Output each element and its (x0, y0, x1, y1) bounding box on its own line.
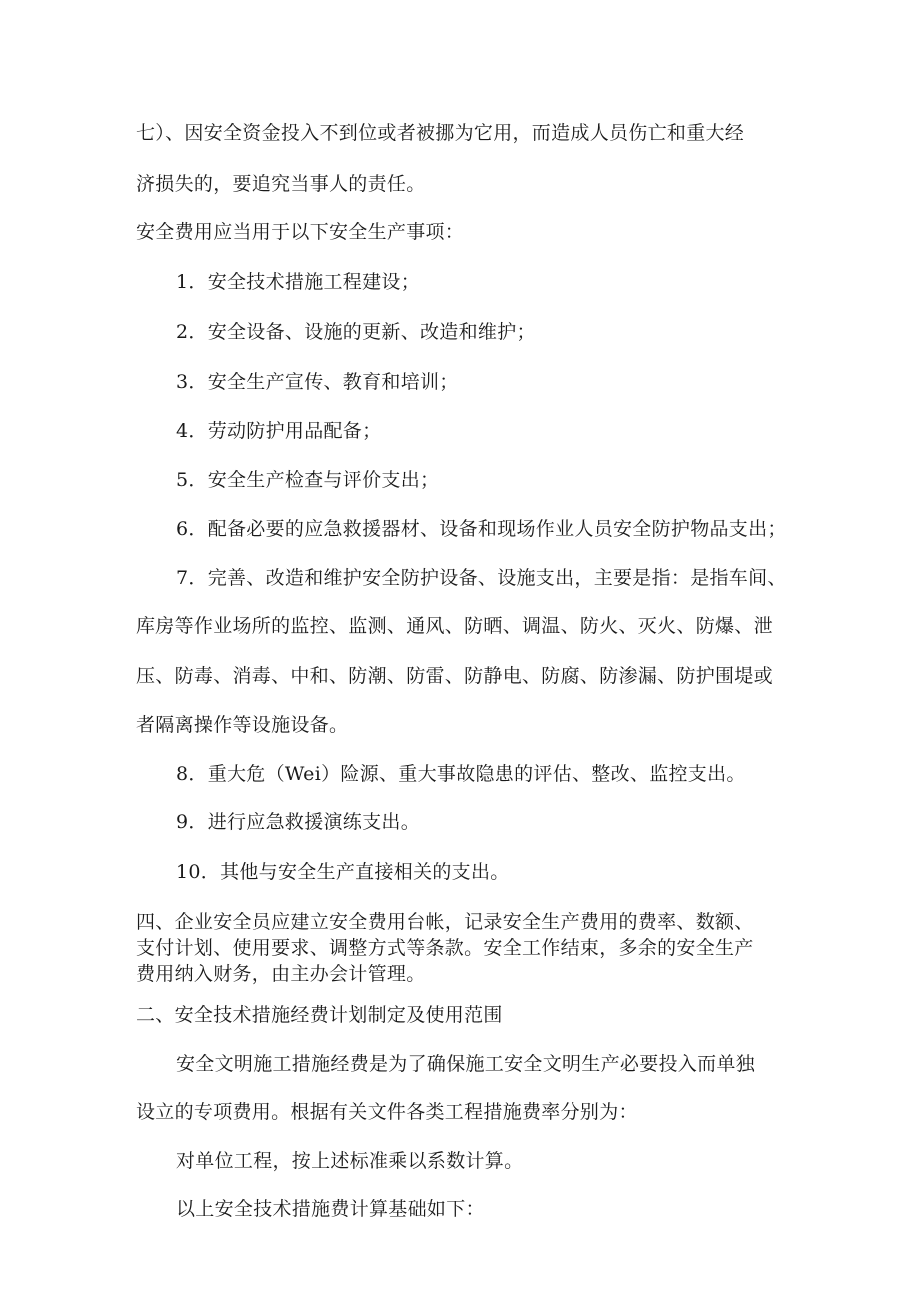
list-item: 10．其他与安全生产直接相关的支出。 (176, 861, 510, 883)
paragraph-line: 压、防毒、消毒、中和、防潮、防雷、防静电、防腐、防渗漏、防护围堤或 (136, 665, 773, 687)
list-item: 6．配备必要的应急救援器材、设备和现场作业人员安全防护物品支出； (176, 518, 787, 540)
section-line: 安全费用应当用于以下安全生产事项： (136, 221, 465, 243)
list-item: 7．完善、改造和维护安全防护设备、设施支出，主要是指：是指车间、 (176, 567, 787, 589)
paragraph-line: 费用纳入财务，由主办会计管理。 (136, 963, 426, 985)
list-item: 9．进行应急救援演练支出。 (176, 811, 420, 833)
list-item: 3．安全生产宣传、教育和培训； (176, 371, 459, 393)
paragraph-line: 七）、因安全资金投入不到位或者被挪为它用，而造成人员伤亡和重大经 (136, 122, 745, 144)
paragraph-line: 以上安全技术措施费计算基础如下： (176, 1198, 485, 1220)
paragraph-line: 者隔离操作等设施设备。 (136, 714, 349, 736)
paragraph-line: 济损失的，要追究当事人的责任。 (136, 173, 426, 195)
section-heading: 二、安全技术措施经费计划制定及使用范围 (136, 1004, 503, 1026)
list-item: 8．重大危（Wei）险源、重大事故隐患的评估、整改、监控支出。 (176, 763, 746, 785)
paragraph-line: 对单位工程，按上述标准乘以系数计算。 (176, 1150, 524, 1172)
paragraph-line: 四、企业安全员应建立安全费用台帐，记录安全生产费用的费率、数额、 (136, 911, 754, 933)
paragraph-line: 支付计划、使用要求、调整方式等条款。安全工作结束，多余的安全生产 (136, 937, 754, 959)
paragraph-line: 安全文明施工措施经费是为了确保施工安全文明生产必要投入而单独 (176, 1053, 756, 1075)
list-item: 4．劳动防护用品配备； (176, 420, 382, 442)
list-item: 5．安全生产检查与评价支出； (176, 469, 440, 491)
paragraph-line: 设立的专项费用。根据有关文件各类工程措施费率分别为： (136, 1101, 638, 1123)
list-item: 2．安全设备、设施的更新、改造和维护； (176, 321, 536, 343)
list-item: 1．安全技术措施工程建设； (176, 271, 420, 293)
paragraph-line: 库房等作业场所的监控、监测、通风、防晒、调温、防火、灭火、防爆、泄 (136, 615, 773, 637)
